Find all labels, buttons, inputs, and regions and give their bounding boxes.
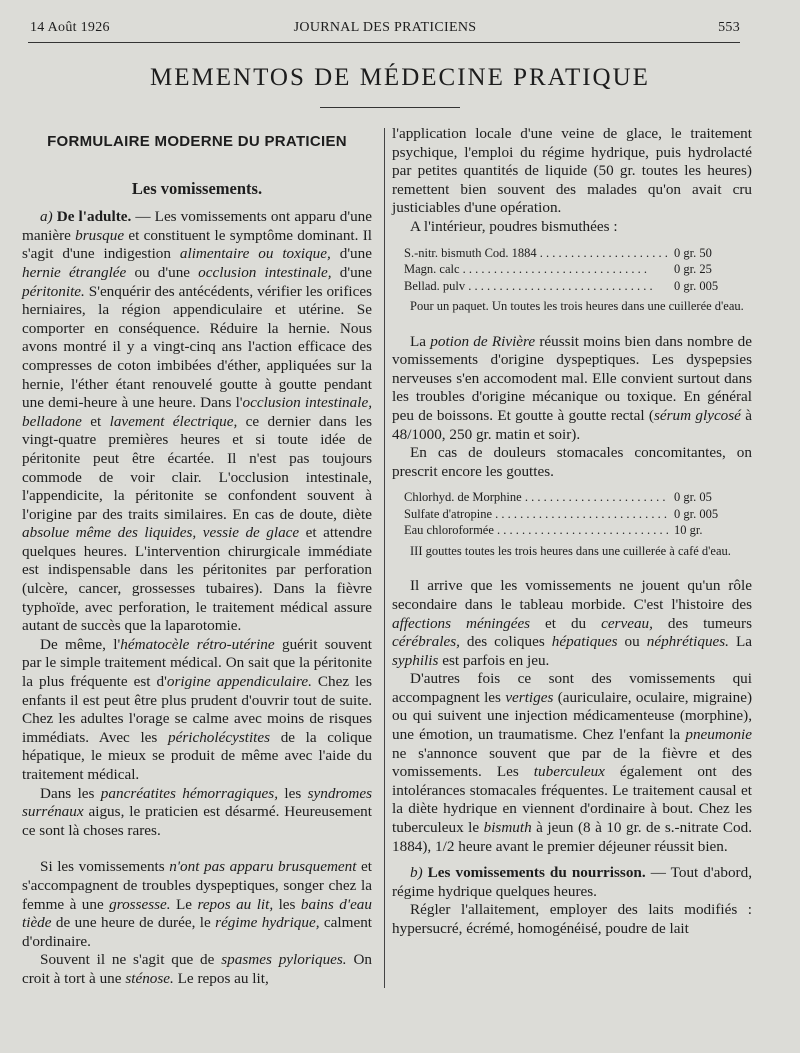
paragraph-spasmes: Souvent il ne s'agit que de spasmes pyloriques. On croit à tort à une sténose. Le repos au lit, (22, 951, 373, 987)
page-title: MEMENTOS DE MÉDECINE PRATIQUE (150, 64, 650, 91)
title-rule (320, 107, 460, 108)
article-subtitle: Les vomissements. (131, 178, 263, 198)
paragraph-autres: D'autres fois ce sont des vomissements qui accompagnent les vertiges (auriculaire, oculaire, migraine) ou qui suivent une injection médicamenteuse (morphine), une émotion, un traumatisme. Chez l'enfant la pneumonie ne s'annonce souvent que par de la fièvre et des vomissements. Les tuberculeux également ont des intolérances stomacales fréquentes. Le traitement causal et la diète hydrique en viennent d'ordinaire à bout. Chez les tuberculeux le bismuth à jeun (8 à 10 gr. de s.-nitrate Cod. 1884), 1/2 heure avant le premier déjeuner réussit bien. (392, 670, 752, 855)
prescription-line: S.-nitr. bismuth Cod. 1884 . . . 0 gr. 50 (404, 245, 752, 262)
paragraph-riviere: La potion de Rivière réussit moins bien dans nombre de vomissements d'origine dyspeptiques. Les dyspepsies nerveuses s'en accomodent mal. Elle convient surtout dans les troubles d'origine mécanique ou toxique. En général peu de boissons. Et goutte à goutte rectal (sérum glycosé à 48/1000, 250 gr. matin et soir). (392, 332, 753, 443)
right-column (392, 125, 752, 939)
prescription-gouttes (404, 489, 752, 539)
prescription-bismuth (404, 245, 752, 295)
journal-name: JOURNAL DES PRATICIENS (293, 20, 477, 35)
paragraph-secondaire: Il arrive que les vomissements ne jouent qu'un rôle secondaire dans le tableau morbide. C'est l'histoire des affections méningées et du cerveau, des tumeurs cérébrales, des coliques hépatiques ou néphrétiques. La syphilis est parfois en jeu. (392, 577, 752, 669)
prescription-line: Chlorhyd. de Morphine . . . 0 gr. 05 (404, 489, 752, 506)
paragraph-continuation: l'application locale d'une veine de glace, le traitement psychique, l'emploi du régime hydrique, puis hydrolacté par petites quantités de liquide (50 gr. toutes les heures) remettent bien souvent des malades qu'on avait cru justiciables d'une opération. (392, 125, 752, 217)
section-title: FORMULAIRE MODERNE DU PRATICIEN (47, 133, 347, 150)
issue-date: 14 Août 1926 (30, 20, 110, 35)
paragraph-interieur: A l'intérieur, poudres bismuthées : (410, 217, 618, 235)
page-number: 553 (718, 20, 740, 35)
column-divider (384, 128, 385, 988)
prescription-line: Bellad. pulv . . . 0 gr. 005 (404, 278, 752, 295)
prescription-line: Sulfate d'atropine . . . 0 gr. 005 (404, 506, 752, 523)
paragraph-nourrisson: b) Les vomissements du nourrisson. — Tout d'abord, régime hydrique quelques heures. (392, 864, 752, 900)
prescription-note: III gouttes toutes les trois heures dans une cuillerée à café d'eau. (410, 543, 731, 558)
paragraph-allaitement: Régler l'allaitement, employer des laits modifiés : hypersucré, écrémé, homogénéisé, poudre de lait (392, 901, 752, 937)
paragraph-dyspeptiques: Si les vomissements n'ont pas apparu brusquement et s'accompagnent de troubles dyspeptiques, songer chez la femme à une grossesse. Le repos au lit, les bains d'eau tiède de une heure de durée, le régime hydrique, calment d'ordinaire. (22, 858, 373, 950)
paragraph-douleurs: En cas de douleurs stomacales concomitantes, on prescrit encore les gouttes. (392, 444, 752, 480)
running-header (30, 18, 740, 40)
paragraph-pancreatites: Dans les pancréatites hémorragiques, les syndromes surrénaux aigus, le praticien est désarmé. Heureusement ce sont là choses rares. (22, 784, 372, 839)
header-rule (28, 42, 740, 43)
paragraph-hematocele: De même, l'hématocèle rétro-utérine guérit souvent par le simple traitement médical. On sait que la péritonite la plus fréquente est d'origine appendiculaire. Chez les enfants il est peut être plus prudent d'ouvrir tout de suite. Chez les adultes l'orage se calme avec moins de risques immédiats. Avec les péricholécystites de la colique hépatique, le mieux se produit de même avec l'aide du traitement médical. (22, 635, 373, 783)
left-column (22, 125, 372, 989)
prescription-line: Magn. calc . . . 0 gr. 25 (404, 261, 752, 278)
prescription-line: Eau chloroformée . . . 10 gr. (404, 522, 752, 539)
prescription-note: Pour un paquet. Un toutes les trois heures dans une cuillerée d'eau. (410, 299, 744, 314)
paragraph-adulte: a) De l'adulte. — Les vomissements ont apparu d'une manière brusque et constituent le symptôme dominant. Il s'agit d'une indigestion alimentaire ou toxique, d'une hernie étranglée ou d'une occlusion intestinale, d'une péritonite. S'enquérir des antécédents, vérifier les orifices herniaires, la région appendiculaire et utérine. Se comporter en conséquence. Réduire la hernie. Nous avons montré il y a vingt-cinq ans l'action efficace des compresses de coton imbibées d'éther, appliquées sur la hernie, l'éther étant renouvelé goutte à goutte pendant une demi-heure à une heure. Dans l'occlusion intestinale, belladone et lavement électrique, ce dernier dans les vingt-quatre premières heures et si toute idée de péritonite peut être écartée. Il n'est pas toujours commode de voir clair. L'occlusion intestinale, l'appendicite, la péritonite se confondent souvent à l'origine par des traits similaires. En cas de doute, diète absolue même des liquides, vessie de glace et attendre quelques heures. L'intervention chirurgicale immédiate est indispensable dans les péritonites par perforation (ulcère, cancer, grossesses tubaires). Dans la fièvre typhoïde, avec perforation, le traitement médical assure autant de succès que la laparotomie. (22, 208, 372, 635)
